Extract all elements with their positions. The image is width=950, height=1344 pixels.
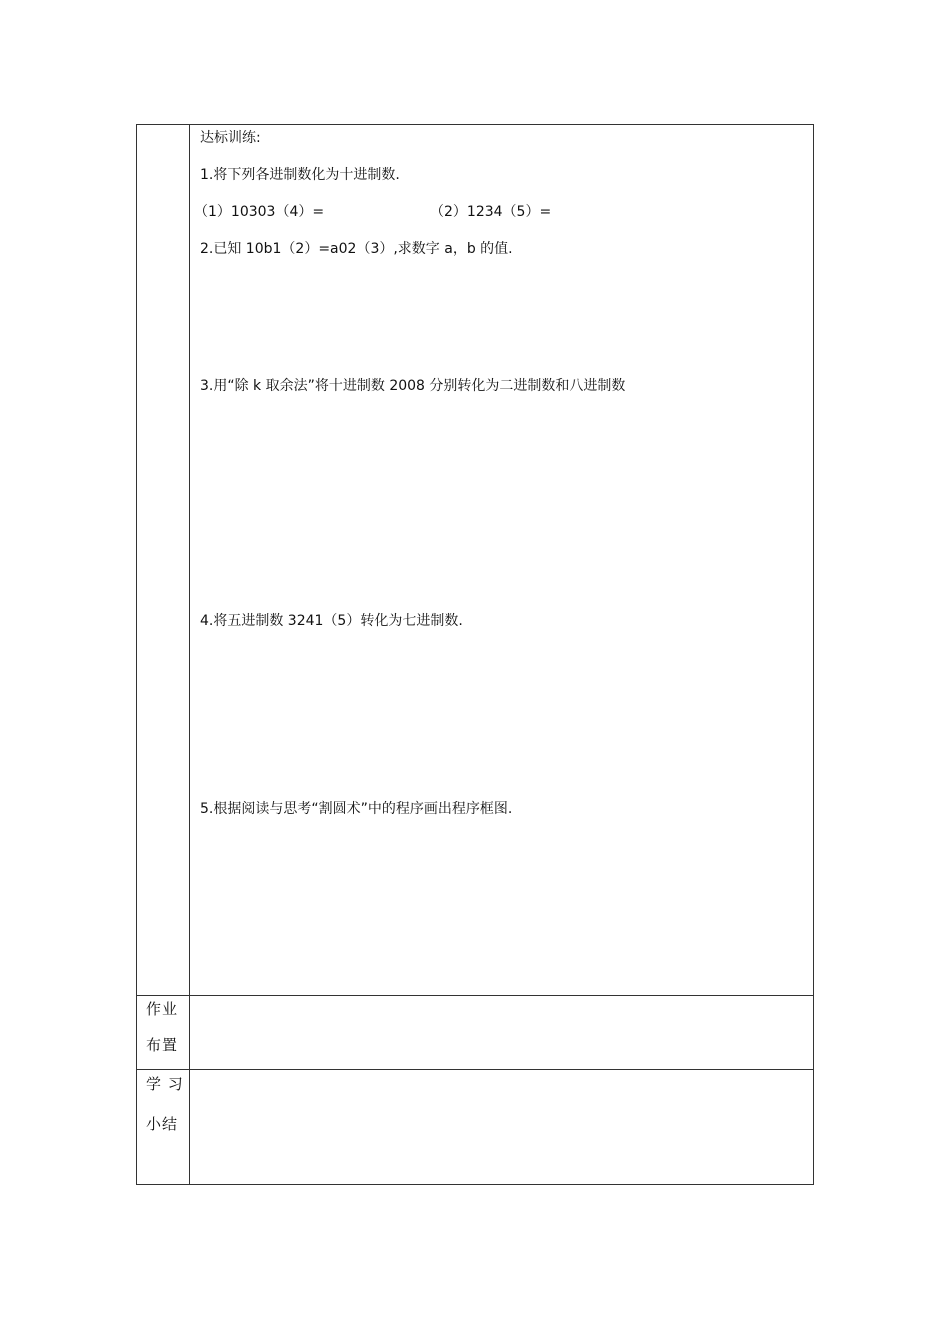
column-divider bbox=[189, 125, 190, 1184]
question-2: 2.已知 10b1（2）=a02（3）,求数字 a，b 的值. bbox=[200, 241, 513, 257]
summary-label-line-2: 小结 bbox=[146, 1115, 179, 1133]
homework-label-line-1: 作业 bbox=[146, 1000, 179, 1018]
row-divider-summary bbox=[137, 1069, 813, 1070]
question-1-part-1: （1）10303（4）= bbox=[194, 204, 325, 220]
question-5: 5.根据阅读与思考“割圆术”中的程序画出程序框图. bbox=[200, 801, 513, 817]
summary-label-line-1: 学 习 bbox=[146, 1075, 184, 1093]
question-4: 4.将五进制数 3241（5）转化为七进制数. bbox=[200, 613, 463, 629]
question-1: 1.将下列各进制数化为十进制数. bbox=[200, 167, 400, 183]
homework-label-line-2: 布置 bbox=[146, 1036, 179, 1054]
row-divider-homework bbox=[137, 995, 813, 996]
question-1-part-2: （2）1234（5）= bbox=[430, 204, 552, 220]
worksheet-table bbox=[136, 124, 814, 1185]
exercise-heading: 达标训练: bbox=[200, 130, 261, 146]
question-3: 3.用“除 k 取余法”将十进制数 2008 分别转化为二进制数和八进制数 bbox=[200, 378, 626, 394]
